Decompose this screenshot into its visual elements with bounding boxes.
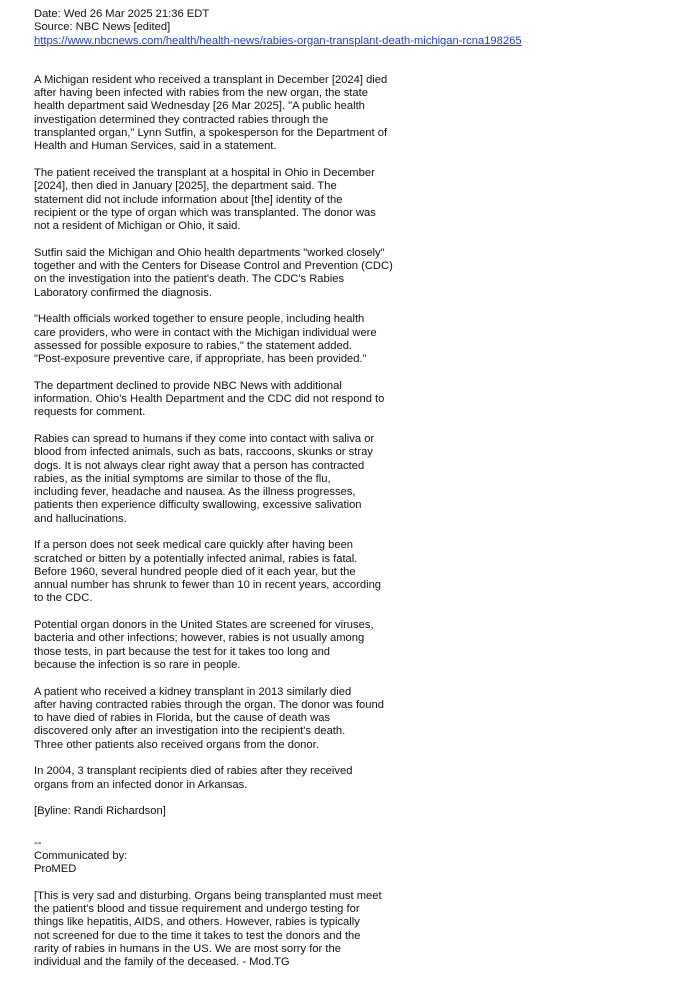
paragraph-6: Rabies can spread to humans if they come into contact with saliva or blood from infected animals, such as bats, raccoons, skunks or stray dogs. It is not always clear right away that a person has contracted rabies, as the initial symptoms are similar to those of the flu, including fever, headache and nausea. As the illness progresses, patients then experience difficulty swallowing, excessive salivation and hallucinations. xyxy=(34,432,375,525)
source-url-link[interactable]: https://www.nbcnews.com/health/health-news/rabies-organ-transplant-death-michigan-rcna198265 xyxy=(34,34,522,47)
paragraph-7: If a person does not seek medical care quickly after having been scratched or bitten by a potentially infected animal, rabies is fatal. Before 1960, several hundred people died of it each year, but the annual number has shrunk to fewer than 10 in recent years, according to the CDC. xyxy=(34,539,382,605)
paragraph-1: A Michigan resident who received a transplant in December [2024] died after having been infected with rabies from the new organ, the state health department said Wednesday [26 Mar 2025]. "A public health investigation determined they contracted rabies through the transplanted organ," Lynn Sutfin, a spokesperson for the Department of Health and Human Services, said in a statement. xyxy=(34,73,388,153)
date-line: Date: Wed 26 Mar 2025 21:36 EDT xyxy=(34,8,210,20)
paragraph-8: Potential organ donors in the United States are screened for viruses, bacteria and other infections; however, rabies is not usually among those tests, in part because the test for it takes too long and because the infection is so rare in people. xyxy=(34,619,374,671)
moderator-comment: [This is very sad and disturbing. Organs being transplanted must meet the patient's blood and tissue requirement and undergo testing for things like hepatitis, AIDS, and others. However, rabies is typically not screened for due to the time it takes to test the donors and the rarity of rabies in humans in the US. We are most sorry for the individual and the family of the deceased. - Mod.TG xyxy=(34,889,382,969)
paragraph-5: The department declined to provide NBC News with additional information. Ohio's Health Department and the CDC did not respond to requests for comment. xyxy=(34,379,385,419)
paragraph-4: "Health officials worked together to ensure people, including health care providers, who were in contact with the Michigan individual were assessed for possible exposure to rabies," the statement added. "Post-exposure preventive care, if appropriate, has been provided." xyxy=(34,313,377,366)
paragraph-10: In 2004, 3 transplant recipients died of rabies after they received organs from an infected donor in Arkansas. xyxy=(34,765,353,791)
signature-dashes: -- xyxy=(34,836,42,849)
email-document xyxy=(34,8,554,969)
communicated-by-org: ProMED xyxy=(34,863,77,876)
source-line: Source: NBC News [edited] xyxy=(34,21,171,34)
email-header xyxy=(34,8,554,48)
paragraph-3: Sutfin said the Michigan and Ohio health departments "worked closely" together and with the Centers for Disease Control and Prevention (CDC) on the investigation into the patient's death. The CDC's Rabies Laboratory confirmed the diagnosis. xyxy=(34,246,393,299)
communicated-by-label: Communicated by: xyxy=(34,849,128,862)
paragraph-2: The patient received the transplant at a hospital in Ohio in December [2024], then died in January [2025], the department said. The statement did not include information about [the] identity of the recipient or the type of organ which was transplanted. The donor was not a resident of Michigan or Ohio, it said. xyxy=(34,166,376,233)
byline: [Byline: Randi Richardson] xyxy=(34,805,166,818)
paragraph-9: A patient who received a kidney transplant in 2013 similarly died after having contracted rabies through the organ. The donor was found to have died of rabies in Florida, but the cause of death was discovered only after an investigation into the recipient's death. Three other patients also received organs from the donor. xyxy=(34,685,384,751)
signature-block xyxy=(34,837,554,877)
